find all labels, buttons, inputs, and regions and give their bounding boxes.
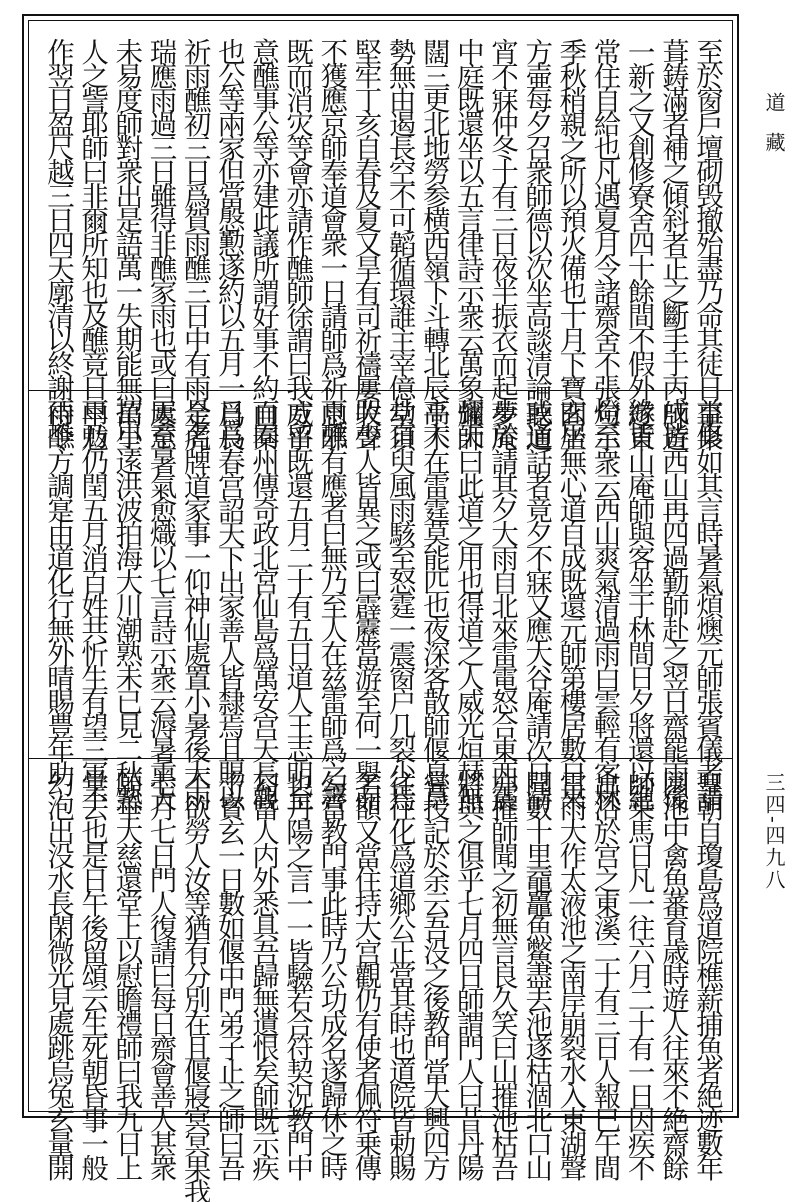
text-column: 堂去也是日午後留頌云生死朝昏事一般: [76, 770, 109, 1178]
text-column: 園池中禽魚蕃育歳時遊人往來不絶齋餘: [656, 770, 689, 1178]
text-column: 遊東山庵師與客坐于林間日夕將還以絶: [622, 400, 655, 808]
text-column: 間坐無心道自成既還元師第樓居數日來: [554, 400, 587, 808]
text-column: 瑞應雨過三日雖得非醮家雨也或曰天意: [144, 38, 177, 446]
collection-title: 道藏: [762, 92, 786, 172]
text-column: 收聲人皆異之或曰霹靂當游至何一擧而: [349, 400, 382, 808]
text-column: 一新之又創修寮舍四十餘間不假外緣皆: [622, 38, 655, 446]
text-column: 夢庵請其夕大雨自北來雷電怒合東西震: [486, 400, 519, 808]
text-column: 雷雨大作太液池之南岸崩裂水入東湖聲: [554, 770, 587, 1178]
text-column: 作翌日盈尺越三日四天廓清以終謝雨醮: [42, 38, 74, 446]
text-register-middle: [42, 400, 723, 808]
text-column: 中庭既還坐以五言律詩示衆云萬象彌天: [451, 38, 484, 446]
text-column: 息邪有應者曰無乃至人在兹雷師爲之霽: [315, 400, 348, 808]
page-frame: [22, 14, 739, 1202]
text-column: 至於窗戶壇砌毁撤殆盡乃命其徒日益修: [690, 38, 723, 446]
text-column: 威乎既還五月二十有五日道人王志明至: [281, 400, 314, 808]
text-column: 勾當教門事此時乃公功成名遂歸休之時: [315, 770, 348, 1178]
text-column: 乎不在雷霆莫能匹也夜深客散師偃息草: [417, 400, 450, 808]
text-column: 堅牢丁亥自春及夏又旱有司祈禱屢哭少: [349, 38, 382, 446]
text-column: 意醮事公等亦建此議所謂好事不約而同: [246, 38, 279, 446]
text-column: 師遊西山再四過勤師赴之翌日齋罷雨後: [656, 400, 689, 808]
text-column: 嘗授記於余云吾没之後教門當大興四方: [417, 770, 450, 1178]
text-column: 闊三更北地勞参横西嶺下斗轉北辰高大: [417, 38, 450, 446]
text-register-bottom: [42, 770, 723, 1202]
text-column: 待令方調寔由道化行無外晴賜豊年助: [42, 400, 74, 784]
text-column: 常住自給也凡遇夏月令諸齋舍不張燈至: [588, 38, 621, 446]
text-column: 方壷每夕召衆師德以次坐高談清論或通: [520, 38, 553, 446]
text-column: 爲長春宫詔天下出家善人皆隸焉且賜以: [212, 400, 245, 808]
text-column: 勾當人内外悉具吾歸無遺恨矣師既示疾: [246, 770, 279, 1178]
text-column: 也丹陽之言一一皆驗若合符契況教門中: [281, 770, 314, 1178]
text-column: 師乗馬日凡一往六月二十有一日因疾不: [622, 770, 655, 1178]
text-column: 名額又當住持大宫觀仍有使者佩符乗傳: [349, 770, 382, 1178]
text-column: 未易度師對衆出是語萬一失期能無招小: [110, 38, 143, 446]
text-column: 既而消灾等會亦請作醮師徐謂曰我方留: [281, 38, 314, 446]
text-column: 出浴於宫之東溪二十有三日人報巳午間: [588, 770, 621, 1178]
text-column: 七月七日門人復請曰每日齋會善人甚衆: [144, 770, 177, 1178]
text-column: 不獲應京師奉道會衆一日請師爲祈雨醮: [315, 38, 348, 446]
text-column: 聞數十里黿鼉魚鱉盡去池遂枯涸北口山: [520, 770, 553, 1178]
text-column: 事果如其言時暑氣煩燠元師張賓儀者請: [690, 400, 723, 808]
text-register-top: [42, 38, 723, 446]
text-column: 聖朝自瓊島爲道院樵薪捕魚者絶迹數年: [690, 770, 723, 1178]
text-column: 往往化爲道鄉公正當其時也道院皆勅賜: [383, 770, 416, 1178]
text-column: 亦摧師聞之初無言良久笑曰山摧池枯吾: [486, 770, 519, 1178]
text-column: 人之訾耶師曰非爾所知也及醮竟日雨乃: [76, 38, 109, 446]
text-column: 宵不寐仲冬十有三日夜半振衣而起步於: [486, 38, 519, 446]
text-column: 季秋稍親之所以預火備也十月下寶玄居: [554, 38, 587, 446]
text-column: 幻泡出没水長閑微光見處跳烏兔玄量開: [42, 770, 74, 1178]
text-column: 句示衆云西山爽氣清過雨白雲輕有客林: [588, 400, 621, 808]
text-column: 不欲勞人汝等猶有分別在且偃寢㝠冥果我: [178, 770, 211, 1202]
text-column: 也公等兩家但當慇懃遂約以五月一日爲: [212, 38, 245, 446]
text-column: 金虎牌道家事一仰神仙處置小暑後大雨: [178, 400, 211, 808]
text-column: 早魃仍閏五月消百姓共忻生有望三軍不: [76, 400, 109, 808]
text-column: 勢無由遏長空不可韜循環誰主宰億劫自: [383, 38, 416, 446]
text-column: 耀師曰此道之用也得道之人威光烜赫無: [451, 400, 484, 808]
text-column: 將與之俱乎七月四日師謂門人曰昔丹陽: [451, 770, 484, 1178]
text-column: 自秦州傳奇政北宮仙島爲萬安宫天長觀: [246, 400, 279, 808]
text-column: 堂須臾風雨駭至怒霆一震窗户几裂少焉: [383, 400, 416, 808]
text-column: 祈雨醮初三日爲賀雨醮三日中有雨是名: [178, 38, 211, 446]
page-number: 三四-四九八: [762, 772, 786, 891]
text-column: 萬里逺洪波拍海大川潮熟未已見二秋熟: [110, 400, 143, 808]
text-column: 聽道話者竟夕不寐又應大谷庵請次日清: [520, 400, 553, 808]
text-column: 願垂大慈還堂上以慰瞻禮師曰我九日上: [110, 770, 143, 1178]
text-column: 葺鋳滿者補之傾斜者正之斷手于丙戌皆: [656, 38, 689, 446]
text-column: 屢至暑氣愈熾以七言詩示衆云溽暑熏天: [144, 400, 177, 808]
text-column: 于寳玄一日數如偃中門弟子止之師曰吾: [212, 770, 245, 1178]
